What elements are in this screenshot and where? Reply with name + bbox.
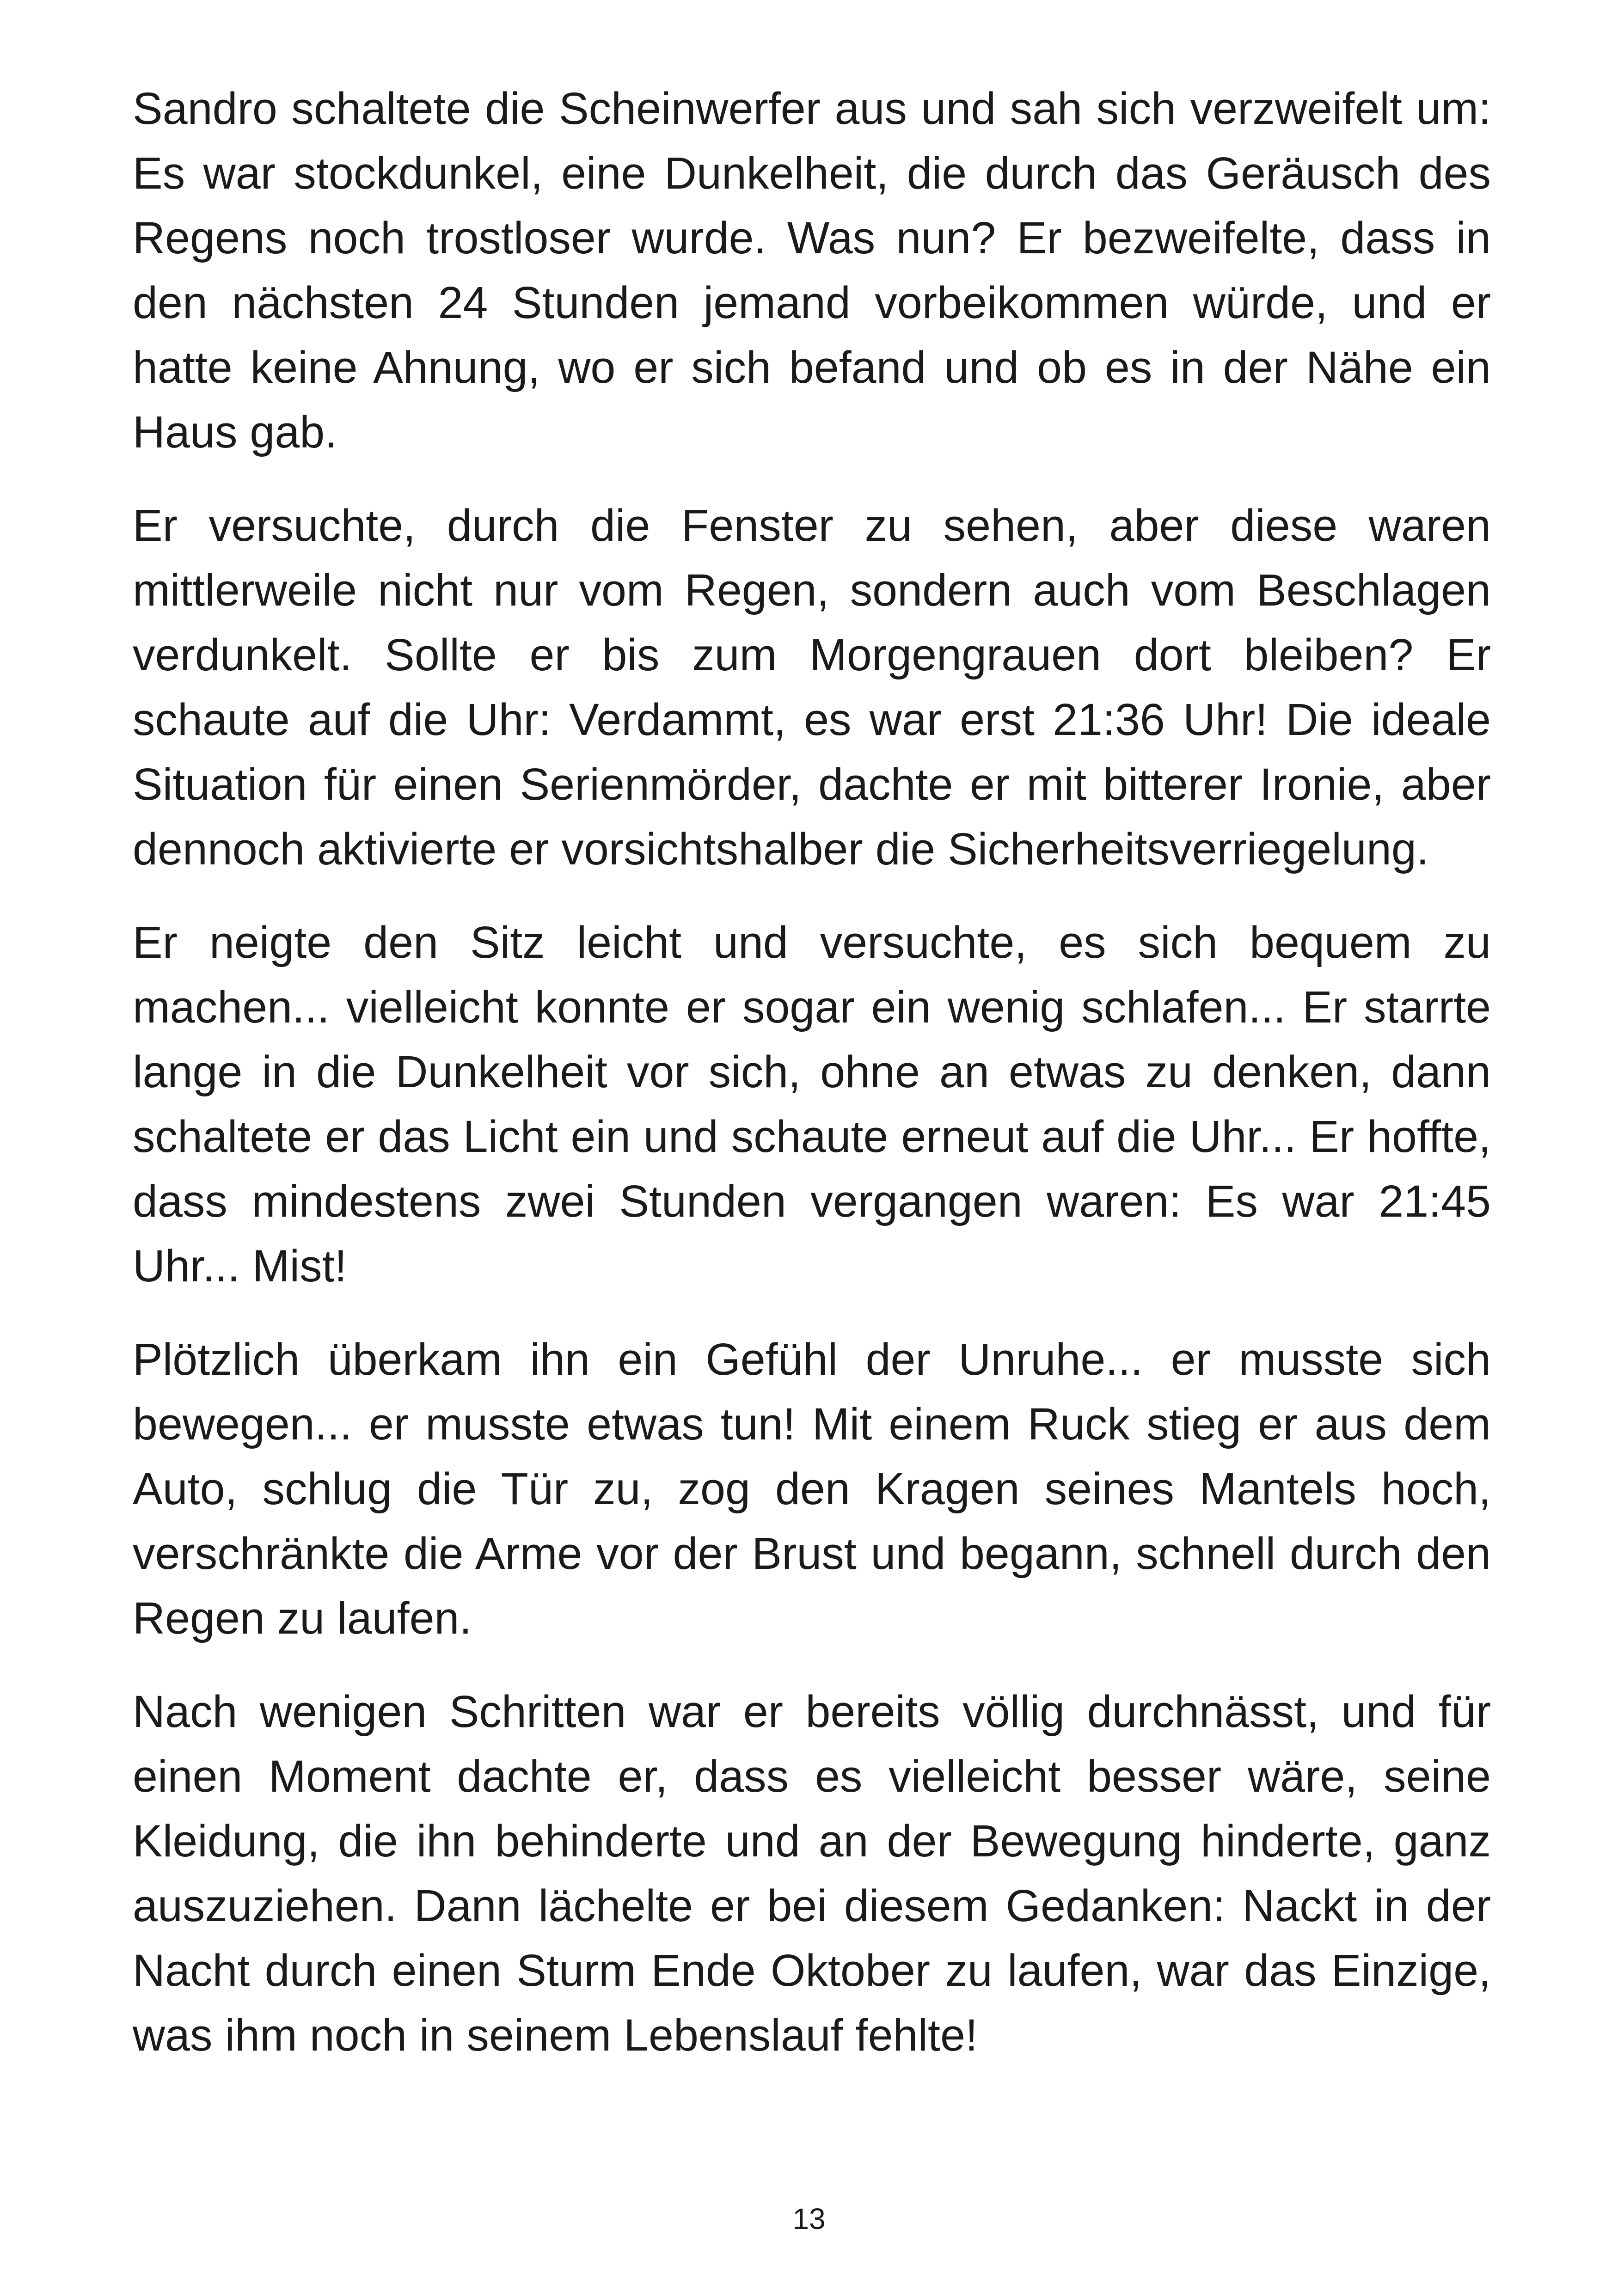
body-text xyxy=(133,76,1491,2096)
page-number: 13 xyxy=(792,2202,826,2235)
paragraph-4: Plötzlich überkam ihn ein Gefühl der Unruhe... er musste sich bewegen... er musste etwas tun! Mit einem Ruck stieg er aus dem Auto, schlug die Tür zu, zog den Kragen seines Mantels hoch, verschränkte die Arme vor der Brust und begann, schnell durch den Regen zu laufen. xyxy=(133,1334,1491,1643)
paragraph-3: Er neigte den Sitz leicht und versuchte, es sich bequem zu machen... vielleicht konnte er sogar ein wenig schlafen... Er starrte lange in die Dunkelheit vor sich, ohne an etwas zu denken, dann schaltete er das Licht ein und schaute erneut auf die Uhr... Er hoffte, dass mindestens zwei Stunden vergangen waren: Es war 21:45 Uhr... Mist! xyxy=(133,917,1491,1291)
paragraph-2: Er versuchte, durch die Fenster zu sehen, aber diese waren mittlerweile nicht nur vom Regen, sondern auch vom Beschlagen verdunkelt. Sollte er bis zum Morgengrauen dort bleiben? Er schaute auf die Uhr: Verdammt, es war erst 21:36 Uhr! Die ideale Situation für einen Serienmörder, dachte er mit bitterer Ironie, aber dennoch aktivierte er vorsichtshalber die Sicherheitsverriegelung. xyxy=(133,500,1491,874)
paragraph-5: Nach wenigen Schritten war er bereits völlig durchnässt, und für einen Moment dachte er, dass es vielleicht besser wäre, seine Kleidung, die ihn behinderte und an der Bewegung hinderte, ganz auszuziehen. Dann lächelte er bei diesem Gedanken: Nackt in der Nacht durch einen Sturm Ende Oktober zu laufen, war das Einzige, was ihm noch in seinem Lebenslauf fehlte! xyxy=(133,1686,1491,2060)
paragraph-1: Sandro schaltete die Scheinwerfer aus und sah sich verzweifelt um: Es war stockdunkel, eine Dunkelheit, die durch das Geräusch des Regens noch trostloser wurde. Was nun? Er bezweifelte, dass in den nächsten 24 Stunden jemand vorbeikommen würde, und er hatte keine Ahnung, wo er sich befand und ob es in der Nähe ein Haus gab. xyxy=(133,83,1491,457)
